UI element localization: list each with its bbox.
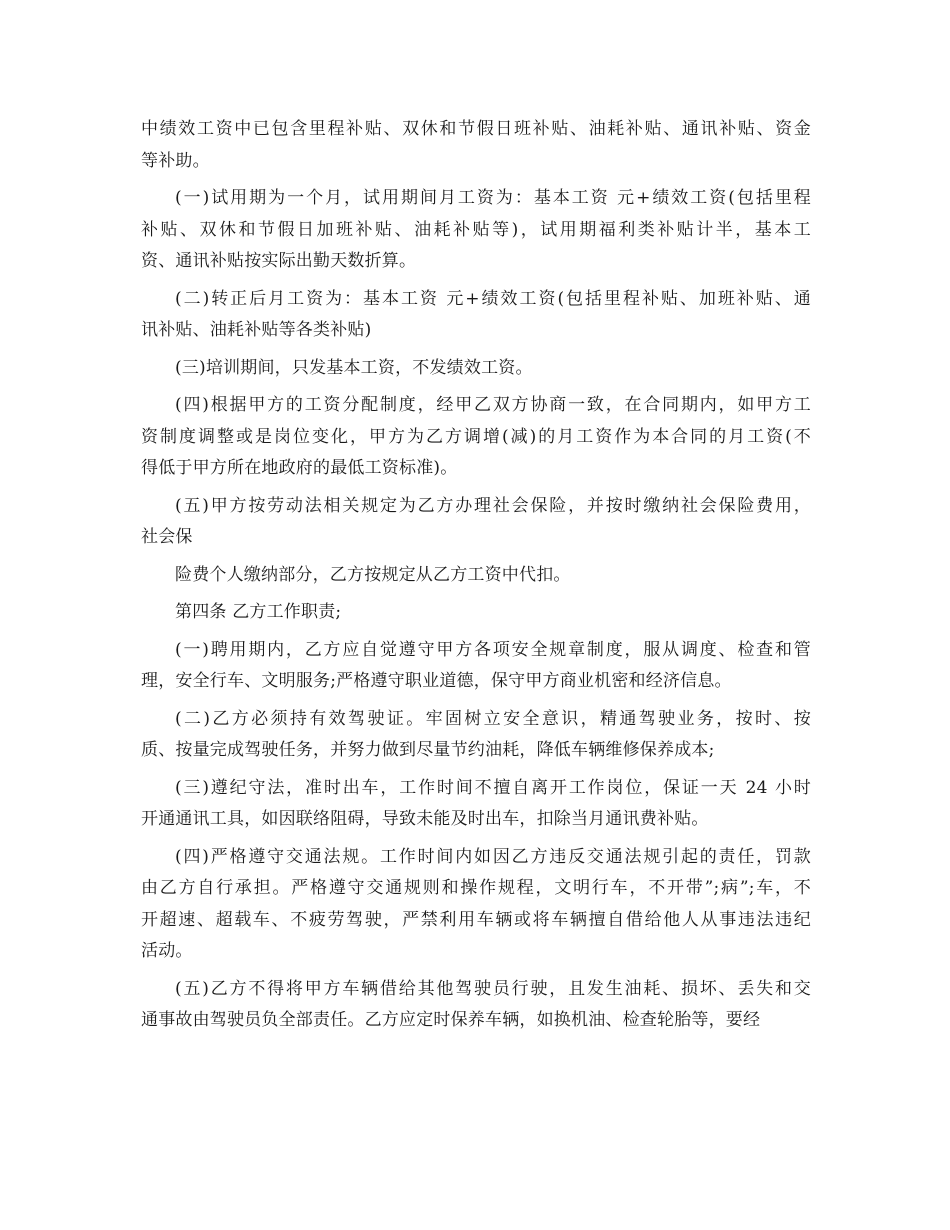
paragraph: [141, 974, 811, 1037]
text-line: 开超速、超载车、不疲劳驾驶，严禁利用车辆或将车辆擅自借给他人从事违法违纪: [141, 909, 811, 930]
text-line: 险费个人缴纳部分，乙方按规定从乙方工资中代扣。: [175, 564, 571, 585]
text-line: 资制度调整或是岗位变化，甲方为乙方调增(减)的月工资作为本合同的月工资(不: [141, 426, 811, 447]
text-line: (四)根据甲方的工资分配制度，经甲乙双方协商一致，在合同期内，如甲方工: [175, 395, 811, 415]
text-line: 通事故由驾驶员负全部责任。乙方应定时保养车辆，如换机油、检查轮胎等，要经: [141, 1010, 761, 1030]
paragraph: [141, 114, 811, 177]
text-line: (一)试用期为一个月，试用期间月工资为：基本工资 元+绩效工资(包括里程: [175, 188, 811, 208]
text-line: (三)培训期间，只发基本工资，不发绩效工资。: [175, 357, 533, 378]
paragraph: [141, 773, 811, 836]
text-line: (五)乙方不得将甲方车辆借给其他驾驶员行驶，且发生油耗、损坏、丢失和交: [175, 978, 811, 999]
text-line: (二)乙方必须持有效驾驶证。牢固树立安全意识，精通驾驶业务，按时、按: [175, 708, 811, 729]
paragraph: [141, 390, 811, 485]
text-line: 得低于甲方所在地政府的最低工资标准)。: [141, 458, 458, 478]
text-line: 中绩效工资中已包含里程补贴、双休和节假日班补贴、油耗补贴、通讯补贴、资金: [141, 119, 811, 139]
paragraph: [141, 635, 811, 698]
paragraph: [141, 704, 811, 767]
text-line: 补贴、双休和节假日加班补贴、油耗补贴等)，试用期福利类补贴计半，基本工: [141, 219, 811, 240]
text-line: (四)严格遵守交通法规。工作时间内如因乙方违反交通法规引起的责任，罚款: [175, 846, 811, 867]
paragraph: [141, 353, 811, 385]
text-line: (二)转正后月工资为：基本工资 元+绩效工资(包括里程补贴、加班补贴、通: [175, 288, 811, 309]
text-line: 理，安全行车、文明服务;严格遵守职业道德，保守甲方商业机密和经济信息。: [141, 671, 732, 691]
document-body: [141, 114, 811, 1043]
text-line: (三)遵纪守法，准时出车，工作时间不擅自离开工作岗位，保证一天 24 小时: [175, 777, 811, 798]
text-line: 第四条 乙方工作职责;: [175, 602, 342, 622]
paragraph: [141, 183, 811, 278]
text-line: 讯补贴、油耗补贴等各类补贴): [141, 320, 372, 340]
paragraph: [141, 491, 811, 554]
text-line: 活动。: [141, 941, 193, 961]
text-line: 开通通讯工具，如因联络阻碍，导致未能及时出车，扣除当月通讯费补贴。: [141, 809, 709, 829]
text-line: 资、通讯补贴按实际出勤天数折算。: [141, 251, 417, 271]
text-line: (一)聘用期内，乙方应自觉遵守甲方各项安全规章制度，服从调度、检查和管: [175, 639, 811, 660]
text-line: 社会保: [141, 527, 193, 547]
text-line: 等补助。: [141, 150, 210, 171]
text-line: (五)甲方按劳动法相关规定为乙方办理社会保险，并按时缴纳社会保险费用，: [175, 495, 811, 516]
paragraph: [141, 597, 811, 629]
text-line: 由乙方自行承担。严格遵守交通规则和操作规程，文明行车，不开带”;病”;车，不: [141, 878, 811, 898]
paragraph: [141, 842, 811, 968]
paragraph: [141, 284, 811, 347]
paragraph: [141, 560, 811, 592]
text-line: 质、按量完成驾驶任务，并努力做到尽量节约油耗，降低车辆维修保养成本;: [141, 740, 715, 760]
